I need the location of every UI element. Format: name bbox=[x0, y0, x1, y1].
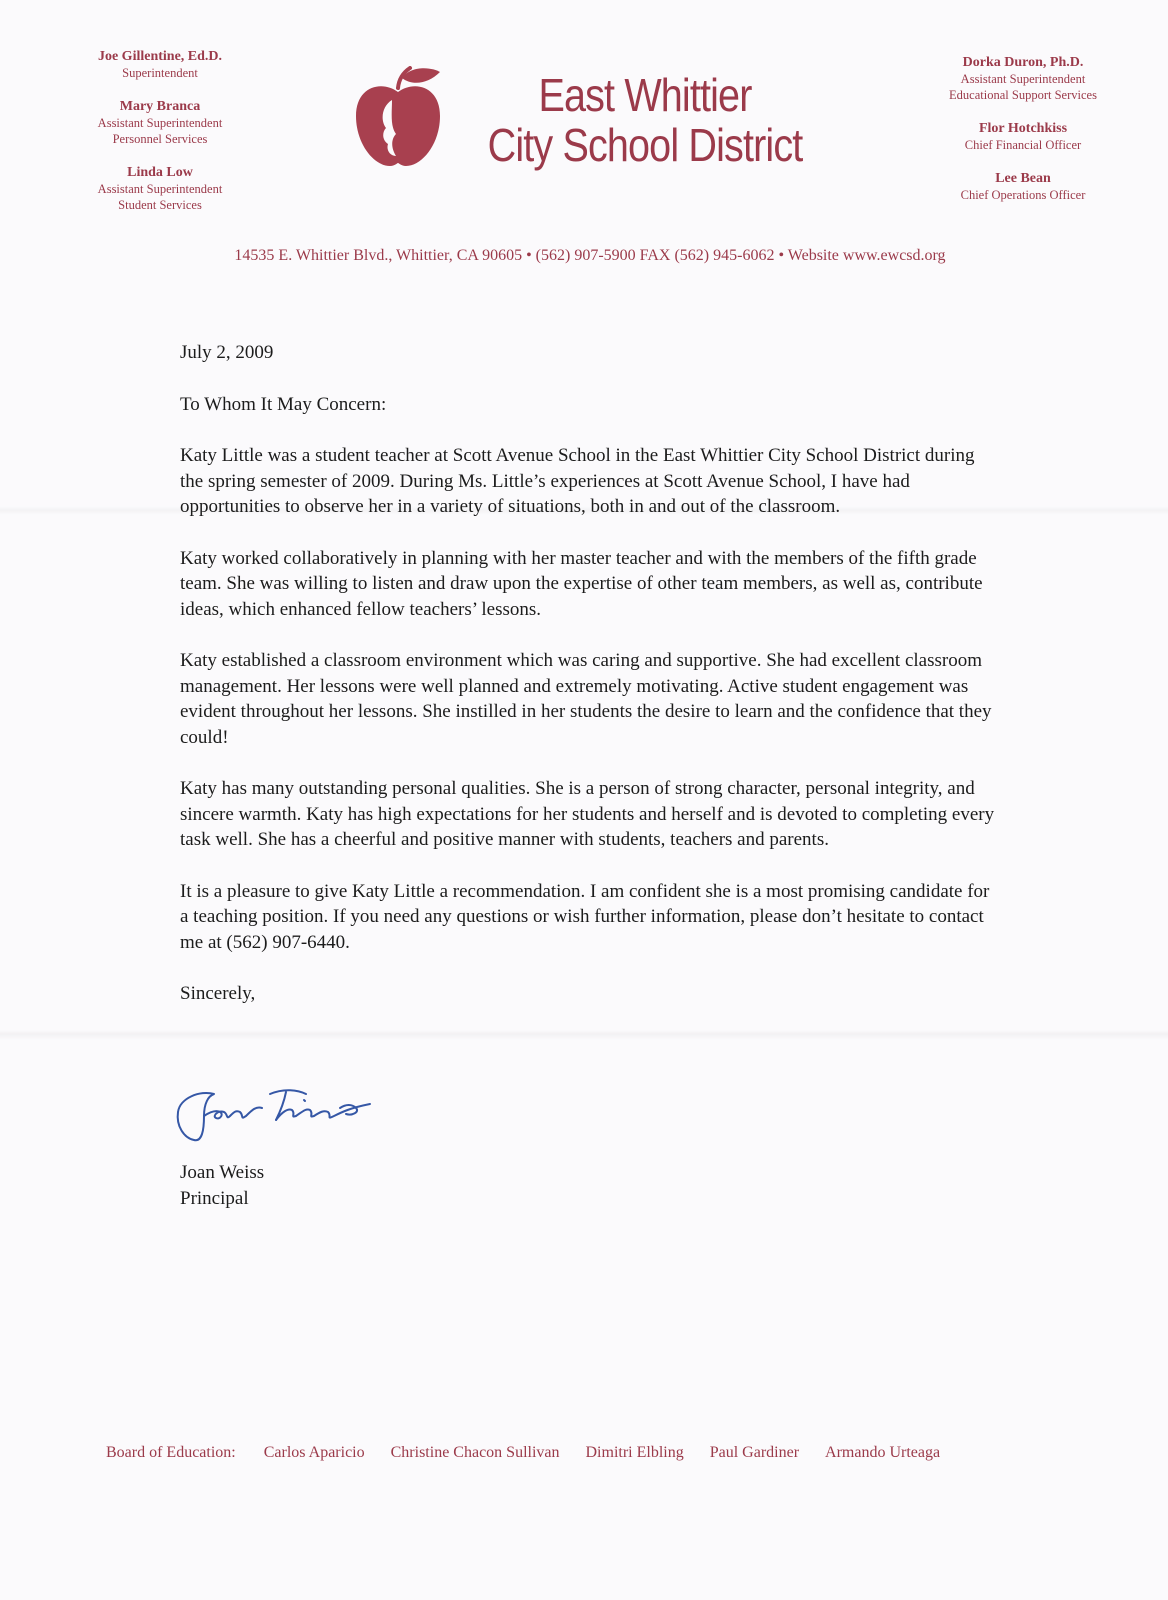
officer-title: Personnel Services bbox=[112, 132, 208, 146]
officer-title: Assistant Superintendent bbox=[960, 72, 1086, 86]
officer-title: Chief Financial Officer bbox=[964, 138, 1082, 152]
officer-name: Linda Low bbox=[127, 165, 193, 180]
district-name-line2: City School District bbox=[487, 119, 803, 171]
board-member: Carlos Aparicio bbox=[263, 1444, 365, 1461]
signer-name: Joan Weiss bbox=[180, 1162, 265, 1183]
officer-title: Superintendent bbox=[122, 66, 198, 80]
officer-name: Lee Bean bbox=[995, 171, 1051, 186]
board-of-education bbox=[106, 1444, 1086, 1462]
officer-entry bbox=[60, 164, 260, 213]
officer-title: Chief Operations Officer bbox=[960, 188, 1086, 202]
signer-title: Principal bbox=[180, 1187, 249, 1209]
letter-paragraph: Katy has many outstanding personal qualities. She is a person of strong character, personal integrity, and sincere warmth. Katy has high expectations for her students and herself and is devoted to completing every task well. She has a cheerful and positive manner with students, teachers and parents. bbox=[180, 778, 995, 850]
letter-closing: Sincerely, bbox=[180, 983, 256, 1004]
officers-left bbox=[60, 48, 260, 230]
letter-date: July 2, 2009 bbox=[180, 342, 274, 363]
officer-entry bbox=[918, 170, 1128, 203]
officer-title: Assistant Superintendent bbox=[97, 182, 223, 196]
handwritten-signature bbox=[174, 1086, 384, 1148]
board-member: Dimitri Elbling bbox=[585, 1444, 684, 1461]
district-address: 14535 E. Whittier Blvd., Whittier, CA 90605 • (562) 907-5900 FAX (562) 945-6062 • Website www.ewcsd.org bbox=[234, 247, 946, 264]
officers-right bbox=[918, 54, 1128, 220]
board-member: Christine Chacon Sullivan bbox=[390, 1444, 560, 1461]
signer-block bbox=[180, 1160, 264, 1211]
letter-paragraph: Katy established a classroom environment which was caring and supportive. She had excellent classroom management. Her lessons were well planned and extremely motivating. Active student engagement was evident throughout her lessons. She instilled in her students the desire to learn and the confidence that they could! bbox=[180, 650, 992, 748]
letter-salutation: To Whom It May Concern: bbox=[180, 393, 387, 415]
district-name bbox=[477, 70, 812, 170]
district-name-line1: East Whittier bbox=[538, 69, 752, 121]
officer-entry bbox=[60, 48, 260, 81]
officer-entry bbox=[60, 98, 260, 147]
letter-paragraph: It is a pleasure to give Katy Little a recommendation. I am confident she is a most promising candidate for a teaching position. If you need any questions or wish further information, please don’t hesitate to contact me at (562) 907-6440. bbox=[180, 880, 990, 953]
officer-entry bbox=[918, 54, 1128, 103]
officer-name: Joe Gillentine, Ed.D. bbox=[97, 49, 223, 64]
officer-title: Student Services bbox=[118, 198, 202, 212]
officer-entry bbox=[918, 120, 1128, 153]
letter-body bbox=[180, 340, 1000, 1007]
officer-title: Assistant Superintendent bbox=[97, 116, 223, 130]
board-label: Board of Education: bbox=[106, 1444, 236, 1461]
officer-name: Dorka Duron, Ph.D. bbox=[962, 55, 1084, 70]
letter-paragraph: Katy worked collaboratively in planning with her master teacher and with the members of the fifth grade team. She was willing to listen and draw upon the expertise of other team members, as well as, contribute ideas, which enhanced fellow teachers’ lessons. bbox=[180, 547, 983, 620]
officer-name: Mary Branca bbox=[119, 99, 201, 114]
letter-paragraph: Katy Little was a student teacher at Scott Avenue School in the East Whittier City School District during the spring semester of 2009. During Ms. Little’s experiences at Scott Avenue School, I have had opportunities to observe her in a variety of situations, both in and out of the classroom. bbox=[180, 445, 975, 517]
officer-title: Educational Support Services bbox=[949, 88, 1097, 102]
apple-logo-icon bbox=[352, 66, 444, 170]
officer-name: Flor Hotchkiss bbox=[978, 121, 1068, 136]
board-member: Paul Gardiner bbox=[709, 1444, 800, 1461]
board-member: Armando Urteaga bbox=[825, 1444, 941, 1461]
